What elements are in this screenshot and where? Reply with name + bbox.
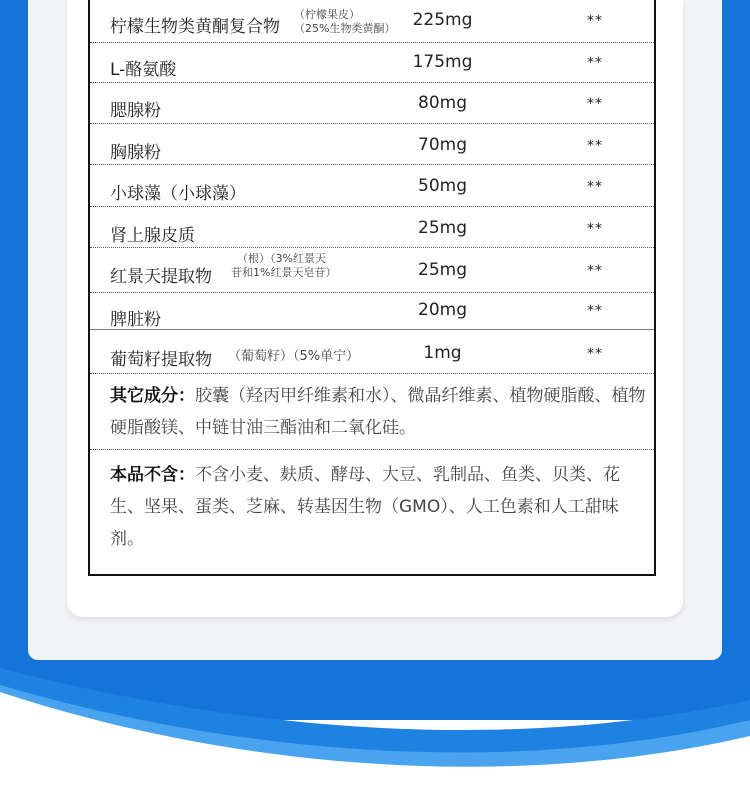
wave-decoration	[0, 640, 750, 793]
ingredient-note: 苷和1%红景天皂苷）	[231, 266, 337, 279]
ingredient-note: （25%生物类黄酮）	[294, 22, 396, 35]
ingredient-name: 胸腺粉	[110, 143, 161, 163]
ingredient-name: 小球藻（小球藻）	[110, 184, 246, 204]
ingredient-note: （葡萄籽）（5%单宁）	[228, 349, 360, 364]
ingredient-name: 红景天提取物	[110, 267, 212, 287]
supplement-facts-table	[88, 0, 656, 576]
ingredient-amount: 70mg	[418, 135, 467, 155]
daily-value: **	[587, 13, 603, 29]
ingredient-name: 肾上腺皮质	[110, 226, 195, 246]
ingredient-name: 腮腺粉	[110, 101, 161, 121]
table-row	[90, 82, 654, 124]
other-ingredients-label: 其它成分：	[110, 386, 195, 406]
free-from-text	[110, 459, 650, 555]
free-from-section	[90, 450, 654, 574]
daily-value: **	[587, 138, 603, 154]
daily-value: **	[587, 221, 603, 237]
ingredient-amount: 1mg	[423, 343, 462, 363]
ingredient-amount: 25mg	[418, 260, 467, 280]
other-ingredients-section	[90, 373, 654, 450]
ingredient-amount: 50mg	[418, 176, 467, 196]
ingredient-note: （柠檬果皮）	[294, 8, 360, 21]
table-row	[90, 206, 654, 248]
table-row	[90, 292, 654, 330]
ingredient-amount: 20mg	[418, 300, 467, 320]
daily-value: **	[587, 179, 603, 195]
daily-value: **	[587, 96, 603, 112]
table-row	[90, 0, 654, 43]
ingredient-name: L-酪氨酸	[110, 60, 177, 80]
other-ingredients-text	[110, 380, 650, 444]
ingredient-name: 柠檬生物类黄酮复合物	[110, 17, 280, 37]
table-row	[90, 123, 654, 165]
table-row	[90, 247, 654, 293]
ingredient-amount: 175mg	[412, 52, 473, 72]
ingredient-amount: 225mg	[412, 10, 473, 30]
daily-value: **	[587, 55, 603, 71]
daily-value: **	[587, 303, 603, 319]
table-row	[90, 164, 654, 207]
ingredient-amount: 80mg	[418, 93, 467, 113]
free-from-content: 不含小麦、麸质、酵母、大豆、乳制品、鱼类、贝类、花生、坚果、蛋类、芝麻、转基因生物（GMO）、人工色素和人工甜味剂。	[110, 465, 620, 549]
other-ingredients-content: 胶囊（羟丙甲纤维素和水）、微晶纤维素、植物硬脂酸、植物硬脂酸镁、中链甘油三酯油和二氧化硅。	[110, 386, 646, 438]
daily-value: **	[587, 263, 603, 279]
ingredient-name: 葡萄籽提取物	[110, 350, 212, 370]
table-row	[90, 329, 654, 374]
ingredient-name: 脾脏粉	[110, 310, 161, 330]
ingredient-amount: 25mg	[418, 218, 467, 238]
free-from-label: 本品不含：	[110, 465, 195, 485]
daily-value: **	[587, 346, 603, 362]
ingredient-note: （根）（3%红景天	[237, 252, 326, 265]
table-row	[90, 42, 654, 83]
